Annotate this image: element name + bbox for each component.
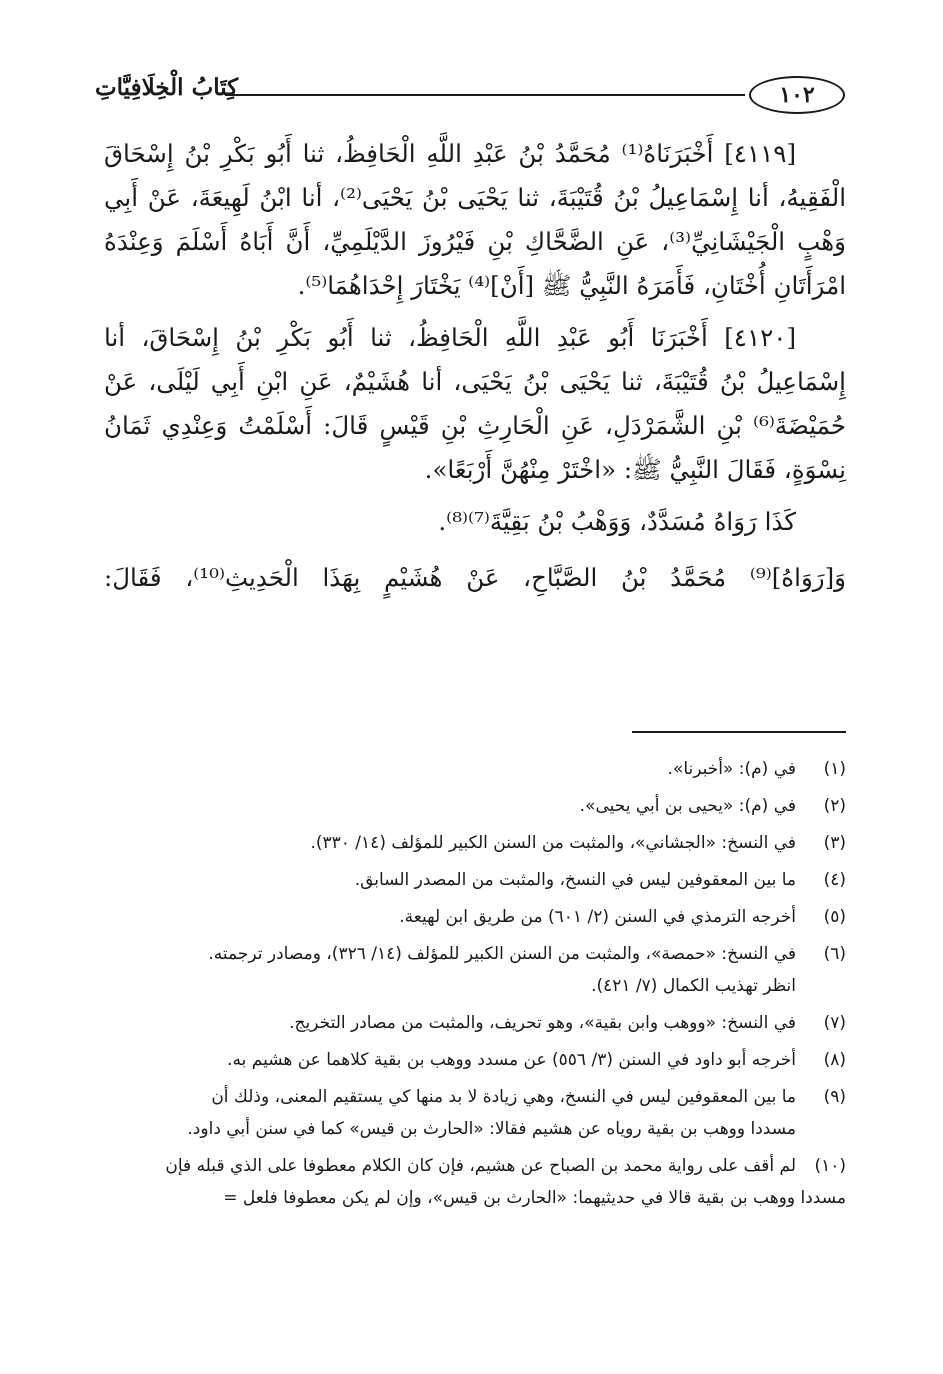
footnote-number: (١) [823, 759, 846, 779]
footnote [100, 1081, 846, 1113]
header-rule [225, 94, 745, 96]
text-line: وَهْبٍ الْجَيْشَانِيِّ⁽³⁾، عَنِ الضَّحَّاكِ بْنِ فَيْرُوزَ الدَّيْلَمِيِّ، أَنَّ أَبَاهُ أَسْلَمَ وَعِنْدَهُ [104, 227, 846, 256]
text-line: [٤١١٩] أَخْبَرَنَاهُ⁽¹⁾ مُحَمَّدُ بْنُ عَبْدِ اللَّهِ الْحَافِظُ، ثنا أَبُو بَكْرِ بْنُ إِسْحَاقَ [104, 139, 796, 168]
footnote-text: في (م): «يحيى بن أبي يحيى». [579, 796, 796, 816]
footnote [100, 1044, 846, 1076]
footnote [100, 790, 846, 822]
footnote-text: في النسخ: «الجشاني»، والمثبت من السنن الكبير للمؤلف (١٤/ ٣٣٠). [310, 833, 796, 853]
main-text [104, 132, 846, 600]
footnote-text: في النسخ: «ووهب وابن بقية»، وهو تحريف، والمثبت من مصادر التخريج. [289, 1013, 796, 1033]
text-line: امْرَأَتَانِ أُخْتَانِ، فَأَمَرَهُ النَّبِيُّ ﷺ [أَنْ]⁽⁴⁾ يَخْتَارَ إِحْدَاهُمَا⁽⁵⁾. [297, 271, 846, 300]
footnote-number: (٨) [823, 1050, 846, 1070]
footnote-continuation: مسددا ووهب بن بقية قالا في حديثيهما: «الحارث بن قيس»، وإن لم يكن معطوفا فلعل = [223, 1188, 846, 1208]
footnote-text: أخرجه أبو داود في السنن (٣/ ٥٥٦) عن مسدد ووهب بن بقية كلاهما عن هشيم به. [227, 1050, 796, 1070]
text-line: كَذَا رَوَاهُ مُسَدَّدٌ، وَوَهْبُ بْنُ بَقِيَّةَ⁽⁷⁾⁽⁸⁾. [438, 507, 796, 536]
text-line: الْفَقِيهُ، أنا إِسْمَاعِيلُ بْنُ قُتَيْبَةَ، ثنا يَحْيَى بْنُ يَحْيَى⁽²⁾، أنا ابْنُ لَهِيعَةَ، عَنْ أَبِي [104, 183, 846, 212]
footnote-separator [632, 731, 846, 733]
footnote-number: (٤) [823, 870, 846, 890]
footnotes [100, 753, 846, 1214]
footnote-number: (٧) [823, 1013, 846, 1033]
footnote [100, 901, 846, 933]
footnote [100, 938, 846, 970]
text-line: [٤١٢٠] أَخْبَرَنَا أَبُو عَبْدِ اللَّهِ الْحَافِظُ، ثنا أَبُو بَكْرِ بْنُ إِسْحَاقَ، أنا [104, 323, 796, 352]
footnote-text: ما بين المعقوفين ليس في النسخ، والمثبت من المصدر السابق. [354, 870, 796, 890]
text-line: إِسْمَاعِيلُ بْنُ قُتَيْبَةَ، ثنا يَحْيَى بْنُ يَحْيَى، أنا هُشَيْمٌ، عَنِ ابْنِ أَبِي لَيْلَى، عَنْ [104, 367, 846, 396]
footnote [100, 864, 846, 896]
footnote-continuation: مسددا ووهب بن بقية روياه عن هشيم فقالا: «الحارث بن قيس» كما في سنن أبي داود. [187, 1119, 796, 1139]
page-header [95, 72, 845, 116]
text-line: وَ[رَوَاهُ]⁽⁹⁾ مُحَمَّدُ بْنُ الصَّبَّاحِ، عَنْ هُشَيْمٍ بِهَذَا الْحَدِيثِ⁽¹⁰⁾، فَقَالَ: [104, 563, 846, 592]
footnote [100, 1007, 846, 1039]
book-title: كِتَابُ الْخِلَافِيَّاتِ [95, 74, 239, 101]
footnote-number: (١٠) [814, 1156, 846, 1176]
footnote-number: (٥) [823, 907, 846, 927]
text-line: نِسْوَةٍ، فَقَالَ النَّبِيُّ ﷺ: «اخْتَرْ مِنْهُنَّ أَرْبَعًا». [424, 455, 846, 484]
footnote-number: (٦) [823, 944, 846, 964]
footnote-continuation: انظر تهذيب الكمال (٧/ ٤٢١). [591, 976, 796, 996]
footnote-text: ما بين المعقوفين ليس في النسخ، وهي زيادة لا بد منها كي يستقيم المعنى، وذلك أن [211, 1087, 796, 1107]
footnote [100, 1150, 846, 1182]
text-line: حُمَيْضَةَ⁽⁶⁾ بْنِ الشَّمَرْدَلِ، عَنِ الْحَارِثِ بْنِ قَيْسٍ قَالَ: أَسْلَمْتُ وَعِنْدِي ثَمَانُ [104, 411, 846, 440]
footnote-number: (٢) [823, 796, 846, 816]
footnote-number: (٣) [823, 833, 846, 853]
footnote-number: (٩) [823, 1087, 846, 1107]
footnote-text: في النسخ: «حمصة»، والمثبت من السنن الكبير للمؤلف (١٤/ ٣٢٦)، ومصادر ترجمته. [208, 944, 796, 964]
footnote [100, 827, 846, 859]
footnote-text: أخرجه الترمذي في السنن (٢/ ٦٠١) من طريق ابن لهيعة. [399, 907, 796, 927]
footnote-text: لم أقف على رواية محمد بن الصباح عن هشيم، فإن كان الكلام معطوفا على الذي قبله فإن [165, 1156, 796, 1176]
footnote-text: في (م): «أخبرنا». [667, 759, 796, 779]
page-number: ١٠٢ [749, 76, 845, 114]
footnote [100, 753, 846, 785]
